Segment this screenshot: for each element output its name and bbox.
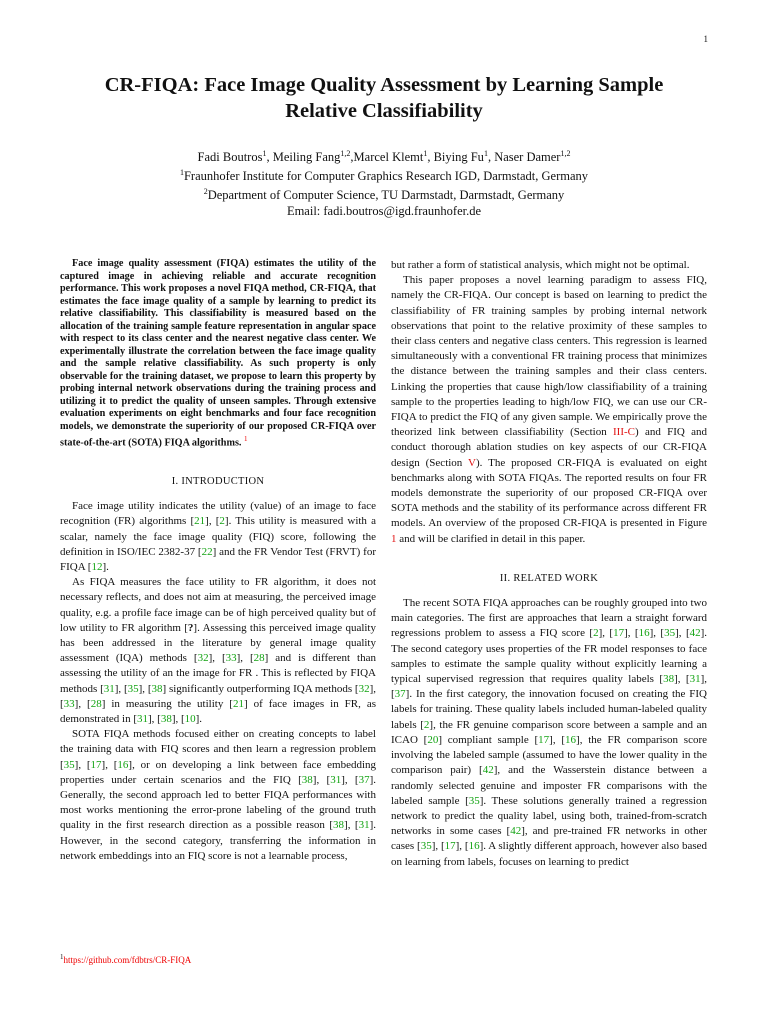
author-email: Email: fadi.boutros@igd.fraunhofer.de xyxy=(286,204,482,219)
citation-link[interactable]: 17 xyxy=(90,758,102,771)
author-block xyxy=(0,146,768,219)
affiliation-1: $^1$Fraunhofer Institute for Computer Graphics Research IGD, Darmstadt, Germany xyxy=(179,168,589,184)
citation-link[interactable]: 38 xyxy=(160,712,172,725)
title-line-1: CR-FIQA: Face Image Quality Assessment by Learning Sample xyxy=(104,74,664,96)
citation-link[interactable]: 2 xyxy=(219,515,225,528)
citation-link[interactable]: 31 xyxy=(689,673,701,686)
footnote: $^1$https://github.com/fdbtrs/CR-FIQA xyxy=(60,953,192,965)
citation-link[interactable]: 42 xyxy=(689,627,701,640)
citation-link[interactable]: 16 xyxy=(638,627,650,640)
author-name: Fadi Boutros xyxy=(197,150,263,165)
citation-link[interactable]: 16 xyxy=(565,733,577,746)
author-name: Marcel Klemt xyxy=(353,150,424,165)
citation-link[interactable]: 35 xyxy=(127,682,139,695)
author-affiliation: 1 xyxy=(483,149,488,158)
citation-link[interactable]: 21 xyxy=(194,515,206,528)
citation-link[interactable]: 35 xyxy=(664,627,676,640)
footnote-mark[interactable]: 1 xyxy=(244,435,248,443)
citation-link[interactable]: 16 xyxy=(117,758,129,771)
author-affiliation: 1 xyxy=(262,149,267,158)
citation-link[interactable]: 17 xyxy=(444,840,456,853)
citation-link[interactable]: 17 xyxy=(613,627,625,640)
affiliation-2: $^2$Department of Computer Science, TU Darmstadt, Darmstadt, Germany xyxy=(203,187,565,203)
intro-paragraph-2: As FIQA measures the face utility to FR algorithm, it does not necessary reflects, and does not aim at measuring, the perceived image quality, e.g. a profile face image can be of high perceived quality but of low utility to FR algorithm [?]. Assessing this perceived image quality has been addressed in the literature by general image quality assessment (IQA) methods [32], [33], [28] and is different than assessing the utility of an the image for FR . This is reflected by FIQA methods [31], [35], [38] significantly outperforming IQA methods [32], [33], [28] in measuring the utility [21] of face images in FR, as demonstrated in [31], [38], [10]. xyxy=(60,576,377,725)
citation-link[interactable]: 28 xyxy=(253,652,265,665)
citation-link[interactable]: 22 xyxy=(201,545,213,558)
citation-link[interactable]: 31 xyxy=(358,819,370,832)
page-number: 1 xyxy=(703,34,708,44)
citation-link[interactable]: 32 xyxy=(197,652,209,665)
citation-link[interactable]: 38 xyxy=(301,773,313,786)
title-line-2: Relative Classifiability xyxy=(285,100,483,122)
citation-link[interactable]: 35 xyxy=(468,794,480,807)
section-ref-link[interactable]: III-C xyxy=(613,426,636,439)
citation-link[interactable]: 31 xyxy=(330,773,342,786)
left-column xyxy=(60,258,376,864)
abstract: Face image quality assessment (FIQA) estimates the utility of the captured image in achieving reliable and accurate recognition performance. This work proposes a novel FIQA method, CR-FIQA, that estimates the face image quality of a sample by learning to predict its relative classifiability. This classifiability is measured based on the allocation of the training sample feature representation in angular space with respect to its class center and the nearest negative class center. We experimentally illustrate the correlation between the face image quality and the sample relative classifiability. As such property is only observable for the training dataset, we propose to learn this property by probing internal network observations during the training process and utilizing it to predict the quality of unseen samples. Through extensive evaluation experiments on eight benchmarks and four face recognition models, we demonstrate the superiority of our proposed CR-FIQA over state-of-the-art (SOTA) FIQA algorithms. $^1$ xyxy=(60,258,376,449)
citation-link[interactable]: 17 xyxy=(538,733,550,746)
author-affiliation: 1 xyxy=(423,149,428,158)
right-column xyxy=(391,258,707,870)
citation-link[interactable]: 2 xyxy=(423,718,430,731)
footnote-url-link[interactable]: https://github.com/fdbtrs/CR-FIQA xyxy=(63,955,192,965)
citation-link[interactable]: 37 xyxy=(394,688,406,701)
citation-link[interactable]: 33 xyxy=(63,697,75,710)
author-list: Fadi Boutros$^1$, Meiling Fang$^{1,2}$,Marcel Klemt$^1$, Biying Fu$^1$, Naser Damer$^{1,2}$ xyxy=(197,149,571,165)
citation-link[interactable]: 38 xyxy=(151,682,163,695)
citation-link[interactable]: 12 xyxy=(91,560,103,573)
citation-link[interactable]: 42 xyxy=(510,825,522,838)
author-name: Meiling Fang xyxy=(272,150,341,165)
citation-link[interactable]: 20 xyxy=(427,733,439,746)
section-heading-introduction: I. INTRODUCTION xyxy=(171,475,265,487)
figure-ref-link[interactable]: 1 xyxy=(391,532,397,545)
paper-title xyxy=(0,72,768,124)
intro-paragraph-4: This paper proposes a novel learning paradigm to assess FIQ, namely the CR-FIQA. Our concept is based on learning to predict the classifiability of FR training samples by probing internal network observations that point to the relative proximity of these samples to their class centers and negative class centers. This regression is learned simultaneously with a conventional FR training process that minimizes the distance between the training samples and their class centers. Linking the properties that cause high/low classifiability of a training sample to the properties leading to high/low FIQ, we can use our CR-FIQA to predict the FIQ of any given sample. We empirically prove the theorized link between classifiability (Section III-C) and FIQ and conduct thorough ablation studies on key aspects of our CR-FIQA design (Section V). The proposed CR-FIQA is evaluated on eight benchmarks along with SOTA FIQAs. The reported results on four FR models demonstrate the superiority of our proposed CR-FIQA over SOTA methods and the stability of its performance across different FR models. An overview of the proposed CR-FIQA is presented in Figure 1 and will be clarified in detail in this paper. xyxy=(391,274,708,545)
citation-link[interactable]: 38 xyxy=(663,673,675,686)
citation-link[interactable]: 21 xyxy=(232,697,244,710)
citation-link[interactable]: 33 xyxy=(225,652,237,665)
citation-link[interactable]: 42 xyxy=(482,764,494,777)
citation-link[interactable]: 31 xyxy=(103,682,115,695)
citation-link[interactable]: 2 xyxy=(593,627,599,640)
intro-paragraph-3: SOTA FIQA methods focused either on creating concepts to label the training data with FIQ scores and then learn a regression problem [35], [17], [16], or on developing a link between face embedding properties under certain scenarios and the FIQ [38], [31], [37]. Generally, the second approach led to better FIQA performances with most works mentioning the error-prone labeling of the ground truth quality in the first research direction as a possible reason [38], [31]. However, in the second category, transferring the information in network embeddings into an FIQ score is not a learnable process, xyxy=(60,728,377,862)
author-affiliation: 1,2 xyxy=(560,149,571,158)
citation-link[interactable]: 38 xyxy=(333,819,345,832)
section-heading-related-work: II. RELATED WORK xyxy=(499,572,599,584)
citation-link[interactable]: 37 xyxy=(358,773,370,786)
author-affiliation: 1,2 xyxy=(340,149,351,158)
related-work-paragraph-1: The recent SOTA FIQA approaches can be roughly grouped into two main categories. The first are approaches that learn a straight forward regressions problem to assess a FIQ score [2], [17], [16], [35], [42]. The second category uses properties of the FR model responses to face samples to estimate the sample quality without explicitly learning a typical supervised regression that requires quality labels [38], [31], [37]. In the first category, the innovation focused on creating the FIQ labels for training. These quality labels included human-labeled quality labels [2], the FR genuine comparison score between a sample and an ICAO [20] compliant sample [17], [16], the FR comparison score involving the labeled sample (assumed to have the lower quality in the comparison pair) [42], and the Wasserstein distance between a randomly selected genuine and imposter FR comparisons with the labeled sample [35]. These solutions generally trained a regression network to predict the quality label, using both, trained-from-scratch networks in some cases [42], and pre-trained FR networks in other cases [35], [17], [16]. A slightly different approach, however also based on learning from labels, focuses on learning to predict xyxy=(391,597,708,868)
citation-link[interactable]: 28 xyxy=(90,697,102,710)
intro-paragraph-3-continued: but rather a form of statistical analysis, which might not be optimal. xyxy=(391,259,690,271)
author-name: Naser Damer xyxy=(494,150,561,165)
section-ref-link[interactable]: V xyxy=(468,456,476,469)
citation-link[interactable]: 31 xyxy=(136,712,148,725)
citation-link[interactable]: 35 xyxy=(63,758,75,771)
citation-link[interactable]: 16 xyxy=(468,840,480,853)
citation-link[interactable]: 35 xyxy=(420,840,432,853)
intro-paragraph-1: Face image utility indicates the utility (value) of an image to face recognition (FR) algorithms [21], [2]. This utility is measured with a scalar, namely the face image quality (FIQ) score, following the definition in ISO/IEC 2382-37 [22] and the FR Vendor Test (FRVT) for FIQA [12]. xyxy=(60,500,377,573)
citation-link[interactable]: 10 xyxy=(184,712,196,725)
citation-link[interactable]: 32 xyxy=(358,682,370,695)
author-name: Biying Fu xyxy=(433,150,484,165)
